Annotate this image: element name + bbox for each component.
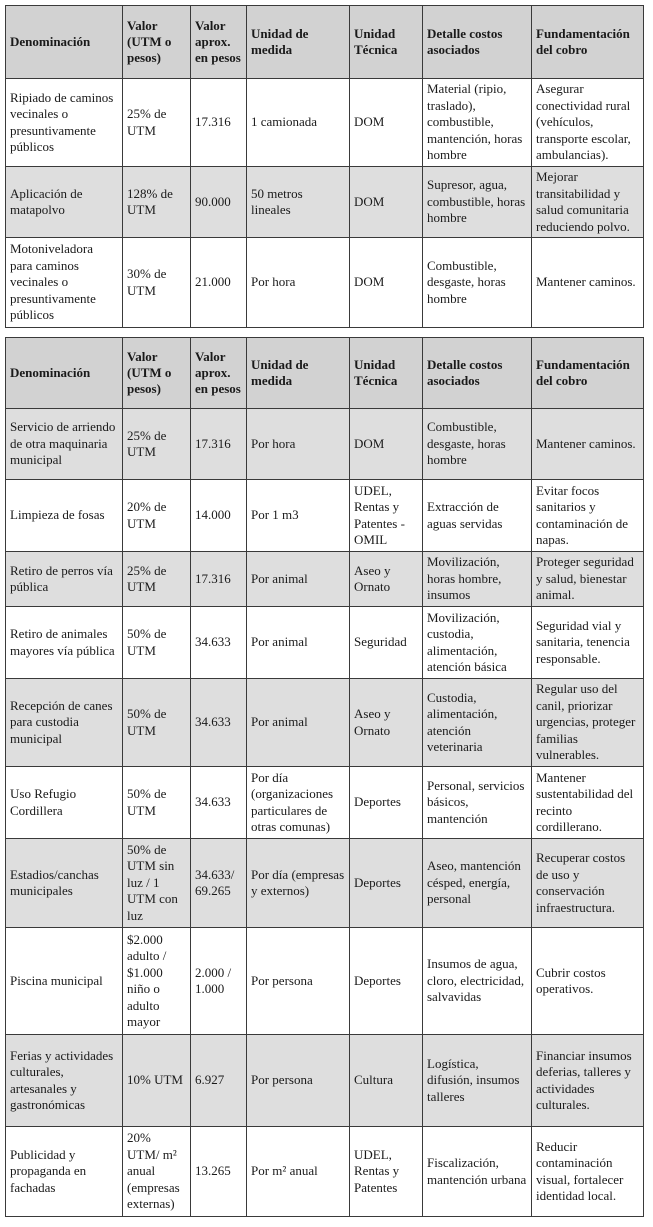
header-valor: Valor (UTM o pesos) <box>123 6 191 79</box>
table-row <box>6 79 644 167</box>
table-row <box>6 928 644 1035</box>
cell-unidad-tecnica: Deportes <box>350 767 423 839</box>
table-row <box>6 679 644 767</box>
cell-unidad-medida: 1 camionada <box>247 79 350 167</box>
table-row <box>6 409 644 480</box>
cell-detalle-costos: Combustible, desgaste, horas hombre <box>423 238 532 328</box>
cell-valor: 25% de UTM <box>123 409 191 480</box>
cell-valor: 128% de UTM <box>123 167 191 238</box>
cell-detalle-costos: Material (ripio, traslado), combustible, mantención, horas hombre <box>423 79 532 167</box>
header-row <box>6 338 644 409</box>
header-valor-aprox: Valor aprox. en pesos <box>191 338 247 409</box>
cell-denominacion: Limpieza de fosas <box>6 480 123 552</box>
cell-denominacion: Piscina municipal <box>6 928 123 1035</box>
cell-detalle-costos: Insumos de agua, cloro, electricidad, salvavidas <box>423 928 532 1035</box>
cell-fundamentacion: Cubrir costos operativos. <box>532 928 644 1035</box>
cell-fundamentacion: Mantener caminos. <box>532 238 644 328</box>
header-detalle-costos: Detalle costos asociados <box>423 338 532 409</box>
header-denominacion: Denominación <box>6 6 123 79</box>
cell-valor-aprox: 34.633 <box>191 607 247 679</box>
cell-valor: 30% de UTM <box>123 238 191 328</box>
cell-denominacion: Estadios/canchas municipales <box>6 839 123 928</box>
header-valor-aprox: Valor aprox. en pesos <box>191 6 247 79</box>
cell-denominacion: Ferias y actividades culturales, artesanales y gastronómicas <box>6 1035 123 1127</box>
cell-valor: 25% de UTM <box>123 552 191 607</box>
cell-fundamentacion: Proteger seguridad y salud, bienestar animal. <box>532 552 644 607</box>
cell-unidad-medida: Por hora <box>247 238 350 328</box>
header-unidad-tecnica: Unidad Técnica <box>350 338 423 409</box>
header-fundamentacion: Fundamentación del cobro <box>532 6 644 79</box>
cell-unidad-tecnica: Aseo y Ornato <box>350 552 423 607</box>
cell-denominacion: Publicidad y propaganda en fachadas <box>6 1127 123 1217</box>
table-row <box>6 238 644 328</box>
cell-unidad-tecnica: Deportes <box>350 928 423 1035</box>
cell-unidad-tecnica: Seguridad <box>350 607 423 679</box>
cell-detalle-costos: Movilización, horas hombre, insumos <box>423 552 532 607</box>
cell-unidad-medida: Por animal <box>247 552 350 607</box>
table-row <box>6 1035 644 1127</box>
cell-fundamentacion: Asegurar conectividad rural (vehículos, transporte escolar, ambulancias). <box>532 79 644 167</box>
cell-denominacion: Retiro de perros vía pública <box>6 552 123 607</box>
cell-fundamentacion: Mejorar transitabilidad y salud comunitaria reduciendo polvo. <box>532 167 644 238</box>
cell-unidad-medida: Por animal <box>247 607 350 679</box>
cell-fundamentacion: Evitar focos sanitarios y contaminación de napas. <box>532 480 644 552</box>
cell-valor: 50% de UTM <box>123 767 191 839</box>
cell-valor-aprox: 2.000 / 1.000 <box>191 928 247 1035</box>
cell-detalle-costos: Movilización, custodia, alimentación, atención básica <box>423 607 532 679</box>
tariff-table-2 <box>5 337 644 1217</box>
cell-detalle-costos: Fiscalización, mantención urbana <box>423 1127 532 1217</box>
cell-valor: 20% UTM/ m² anual (empresas externas) <box>123 1127 191 1217</box>
table-row <box>6 839 644 928</box>
cell-unidad-tecnica: DOM <box>350 167 423 238</box>
cell-detalle-costos: Combustible, desgaste, horas hombre <box>423 409 532 480</box>
header-denominacion: Denominación <box>6 338 123 409</box>
cell-fundamentacion: Mantener sustentabilidad del recinto cordillerano. <box>532 767 644 839</box>
cell-denominacion: Recepción de canes para custodia municipal <box>6 679 123 767</box>
cell-unidad-tecnica: UDEL, Rentas y Patentes <box>350 1127 423 1217</box>
cell-valor-aprox: 34.633 <box>191 767 247 839</box>
cell-detalle-costos: Aseo, mantención césped, energía, personal <box>423 839 532 928</box>
cell-unidad-tecnica: DOM <box>350 79 423 167</box>
cell-unidad-medida: Por animal <box>247 679 350 767</box>
cell-valor: 50% de UTM sin luz / 1 UTM con luz <box>123 839 191 928</box>
cell-valor-aprox: 6.927 <box>191 1035 247 1127</box>
cell-valor-aprox: 90.000 <box>191 167 247 238</box>
cell-detalle-costos: Personal, servicios básicos, mantención <box>423 767 532 839</box>
cell-unidad-medida: Por persona <box>247 1035 350 1127</box>
cell-fundamentacion: Regular uso del canil, priorizar urgencias, proteger familias vulnerables. <box>532 679 644 767</box>
cell-unidad-medida: Por m² anual <box>247 1127 350 1217</box>
header-fundamentacion: Fundamentación del cobro <box>532 338 644 409</box>
cell-denominacion: Motoniveladora para caminos vecinales o presuntivamente públicos <box>6 238 123 328</box>
table-row <box>6 607 644 679</box>
cell-valor: $2.000 adulto / $1.000 niño o adulto mayor <box>123 928 191 1035</box>
header-unidad-tecnica: Unidad Técnica <box>350 6 423 79</box>
cell-fundamentacion: Recuperar costos de uso y conservación infraestructura. <box>532 839 644 928</box>
table-row <box>6 480 644 552</box>
header-row <box>6 6 644 79</box>
cell-unidad-medida: Por 1 m3 <box>247 480 350 552</box>
table-row <box>6 552 644 607</box>
cell-fundamentacion: Financiar insumos deferias, talleres y actividades culturales. <box>532 1035 644 1127</box>
header-valor: Valor (UTM o pesos) <box>123 338 191 409</box>
cell-unidad-tecnica: UDEL, Rentas y Patentes -OMIL <box>350 480 423 552</box>
cell-valor: 25% de UTM <box>123 79 191 167</box>
cell-fundamentacion: Seguridad vial y sanitaria, tenencia responsable. <box>532 607 644 679</box>
header-unidad-medida: Unidad de medida <box>247 6 350 79</box>
cell-valor-aprox: 14.000 <box>191 480 247 552</box>
table-row <box>6 1127 644 1217</box>
cell-detalle-costos: Supresor, agua, combustible, horas hombre <box>423 167 532 238</box>
cell-detalle-costos: Custodia, alimentación, atención veterinaria <box>423 679 532 767</box>
cell-unidad-tecnica: Cultura <box>350 1035 423 1127</box>
cell-unidad-tecnica: DOM <box>350 409 423 480</box>
cell-unidad-medida: Por persona <box>247 928 350 1035</box>
cell-valor-aprox: 21.000 <box>191 238 247 328</box>
cell-fundamentacion: Reducir contaminación visual, fortalecer identidad local. <box>532 1127 644 1217</box>
cell-unidad-medida: Por día (organizaciones particulares de otras comunas) <box>247 767 350 839</box>
cell-fundamentacion: Mantener caminos. <box>532 409 644 480</box>
cell-denominacion: Uso Refugio Cordillera <box>6 767 123 839</box>
cell-unidad-tecnica: DOM <box>350 238 423 328</box>
cell-valor: 20% de UTM <box>123 480 191 552</box>
table-row <box>6 167 644 238</box>
tariff-table-1 <box>5 5 644 328</box>
cell-denominacion: Ripiado de caminos vecinales o presuntivamente públicos <box>6 79 123 167</box>
cell-valor-aprox: 34.633/ 69.265 <box>191 839 247 928</box>
cell-detalle-costos: Extracción de aguas servidas <box>423 480 532 552</box>
cell-unidad-tecnica: Deportes <box>350 839 423 928</box>
cell-detalle-costos: Logística, difusión, insumos talleres <box>423 1035 532 1127</box>
cell-valor: 50% de UTM <box>123 607 191 679</box>
cell-valor-aprox: 17.316 <box>191 409 247 480</box>
cell-valor-aprox: 17.316 <box>191 552 247 607</box>
cell-valor: 50% de UTM <box>123 679 191 767</box>
cell-valor: 10% UTM <box>123 1035 191 1127</box>
header-unidad-medida: Unidad de medida <box>247 338 350 409</box>
cell-unidad-medida: 50 metros lineales <box>247 167 350 238</box>
cell-denominacion: Aplicación de matapolvo <box>6 167 123 238</box>
header-detalle-costos: Detalle costos asociados <box>423 6 532 79</box>
cell-unidad-tecnica: Aseo y Ornato <box>350 679 423 767</box>
cell-valor-aprox: 17.316 <box>191 79 247 167</box>
cell-unidad-medida: Por hora <box>247 409 350 480</box>
cell-valor-aprox: 13.265 <box>191 1127 247 1217</box>
cell-unidad-medida: Por día (empresas y externos) <box>247 839 350 928</box>
cell-denominacion: Servicio de arriendo de otra maquinaria municipal <box>6 409 123 480</box>
cell-denominacion: Retiro de animales mayores vía pública <box>6 607 123 679</box>
table-row <box>6 767 644 839</box>
cell-valor-aprox: 34.633 <box>191 679 247 767</box>
